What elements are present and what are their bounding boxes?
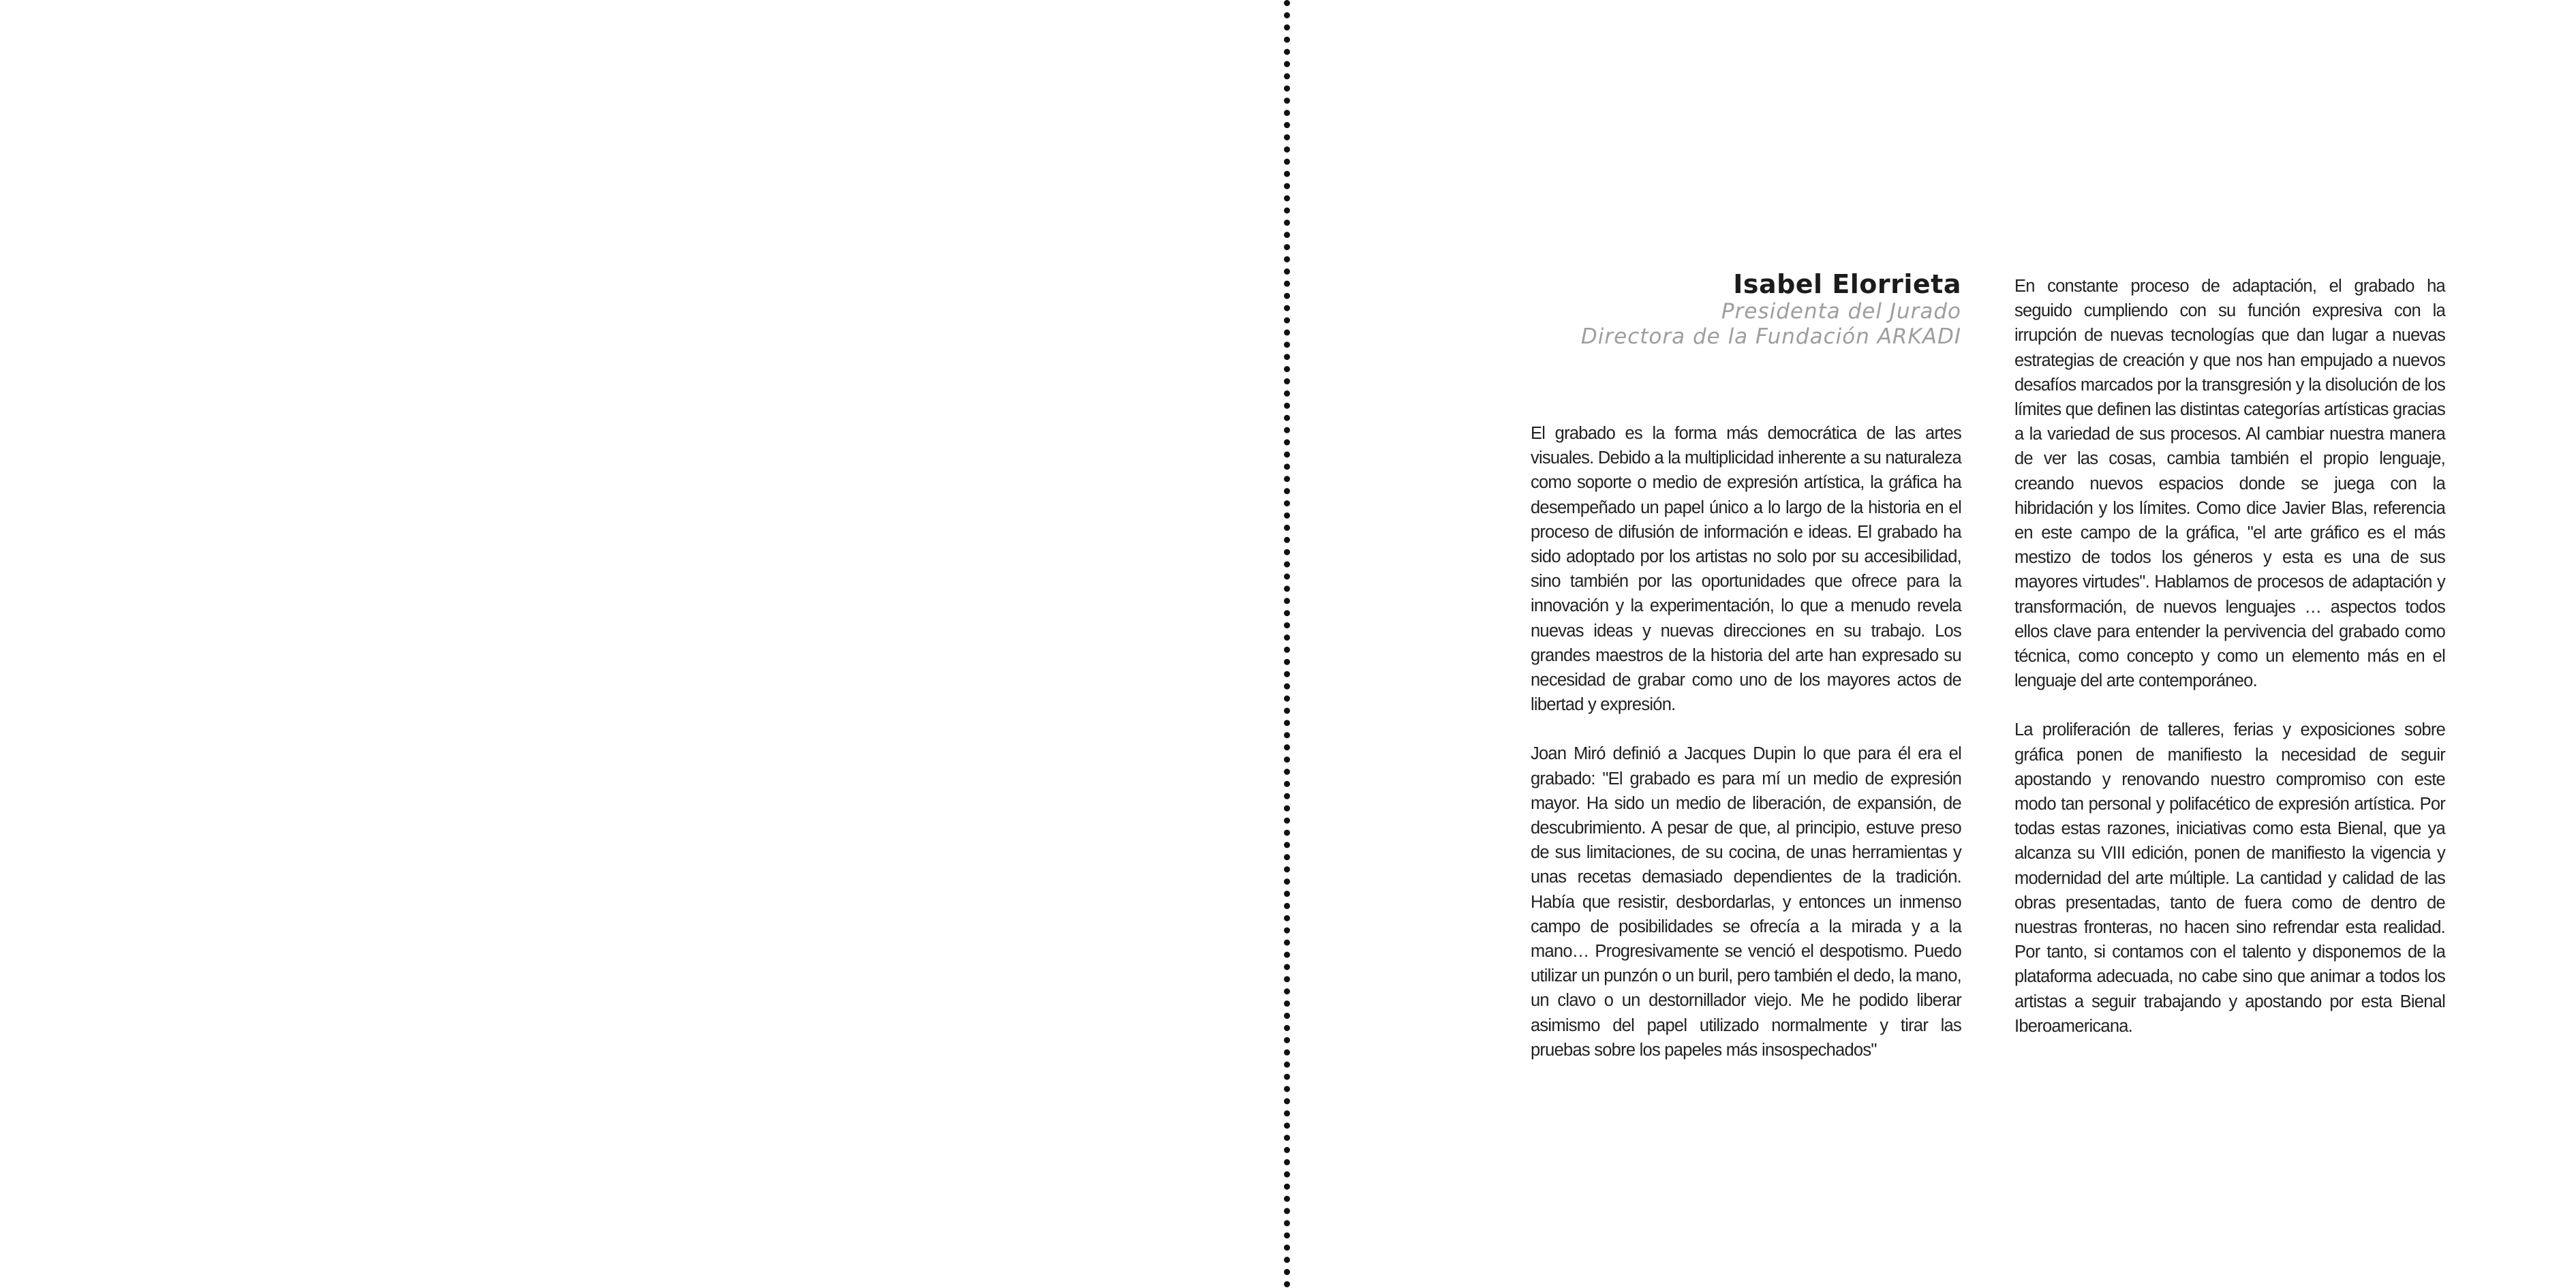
author-header — [1499, 269, 1961, 350]
paragraph: El grabado es la forma más democrática de las artes visuales. Debido a la multiplicidad inherente a su naturaleza como soporte o medio de expresión artística, la gráfica ha desempeñado un papel único a lo largo de la historia en el proceso de difusión de información e ideas. El grabado ha sido adoptado por los artistas no solo por su accesibilidad, sino también por las oportunidades que ofrece para la innovación y la experimentación, lo que a menudo revela nuevas ideas y nuevas direcciones en su trabajo. Los grandes maestros de la historia del arte han expresado su necesidad de grabar como uno de los mayores actos de libertad y expresión. — [1531, 424, 1961, 715]
paragraph: Joan Miró definió a Jacques Dupin lo que para él era el grabado: "El grabado es para mí un medio de expresión mayor. Ha sido un medio de liberación, de expansión, de descubrimiento. A pesar de que, al principio, estuve preso de sus limitaciones, de su cocina, de unas herramientas y unas recetas demasiado dependientes de la tradición. Había que resistir, desbordarlas, y entonces un inmenso campo de posibilidades se ofrecía a la mirada y a la mano… Progresivamente se venció el despotismo. Puedo utilizar un punzón o un buril, pero también el dedo, la mano, un clavo o un destornillador viejo. Me he podido liberar asimismo del papel utilizado normalmente y tirar las pruebas sobre los papeles más insospechados" — [1531, 744, 1961, 1060]
paragraph: La proliferación de talleres, ferias y exposiciones sobre gráfica ponen de manifiesto la necesidad de seguir apostando y renovando nuestro compromiso con este modo tan personal y polifacético de expresión artística. Por todas estas razones, iniciativas como esta Bienal, que ya alcanza su VIII edición, ponen de manifiesto la vigencia y modernidad del arte múltiple. La cantidad y calidad de las obras presentadas, tanto de fuera como de dentro de nuestras fronteras, no hacen sino refrendar esta realidad. Por tanto, si contamos con el talento y disponemos de la plataforma adecuada, no cabe sino que animar a todos los artistas a seguir trabajando y apostando por esta Bienal Iberoamericana. — [2014, 720, 2445, 1036]
author-name: Isabel Elorrieta — [1733, 269, 1961, 299]
page-fold-dotted-line — [1284, 0, 1290, 1288]
text-column-left — [1531, 421, 1961, 1087]
author-role-jury: Presidenta del Jurado — [1721, 299, 1961, 324]
text-column-right — [2014, 274, 2445, 1063]
author-role-foundation: Directora de la Fundación ARKADI — [1580, 324, 1961, 349]
paragraph: En constante proceso de adaptación, el grabado ha seguido cumpliendo con su función expresiva con la irrupción de nuevas tecnologías que dan lugar a nuevas estrategias de creación y que nos han empujado a nuevos desafíos marcados por la transgresión y la disolución de los límites que definen las distintas categorías artísticas gracias a la variedad de sus procesos. Al cambiar nuestra manera de ver las cosas, cambia también el propio lenguaje, creando nuevos espacios donde se juega con la hibridación y los límites. Como dice Javier Blas, referencia en este campo de la gráfica, "el arte gráfico es el más mestizo de todos los géneros y esta es una de sus mayores virtudes". Hablamos de procesos de adaptación y transformación, de nuevos lenguajes … aspectos todos ellos clave para entender la pervivencia del grabado como técnica, como concepto y como un elemento más en el lenguaje del arte contemporáneo. — [2014, 277, 2445, 691]
